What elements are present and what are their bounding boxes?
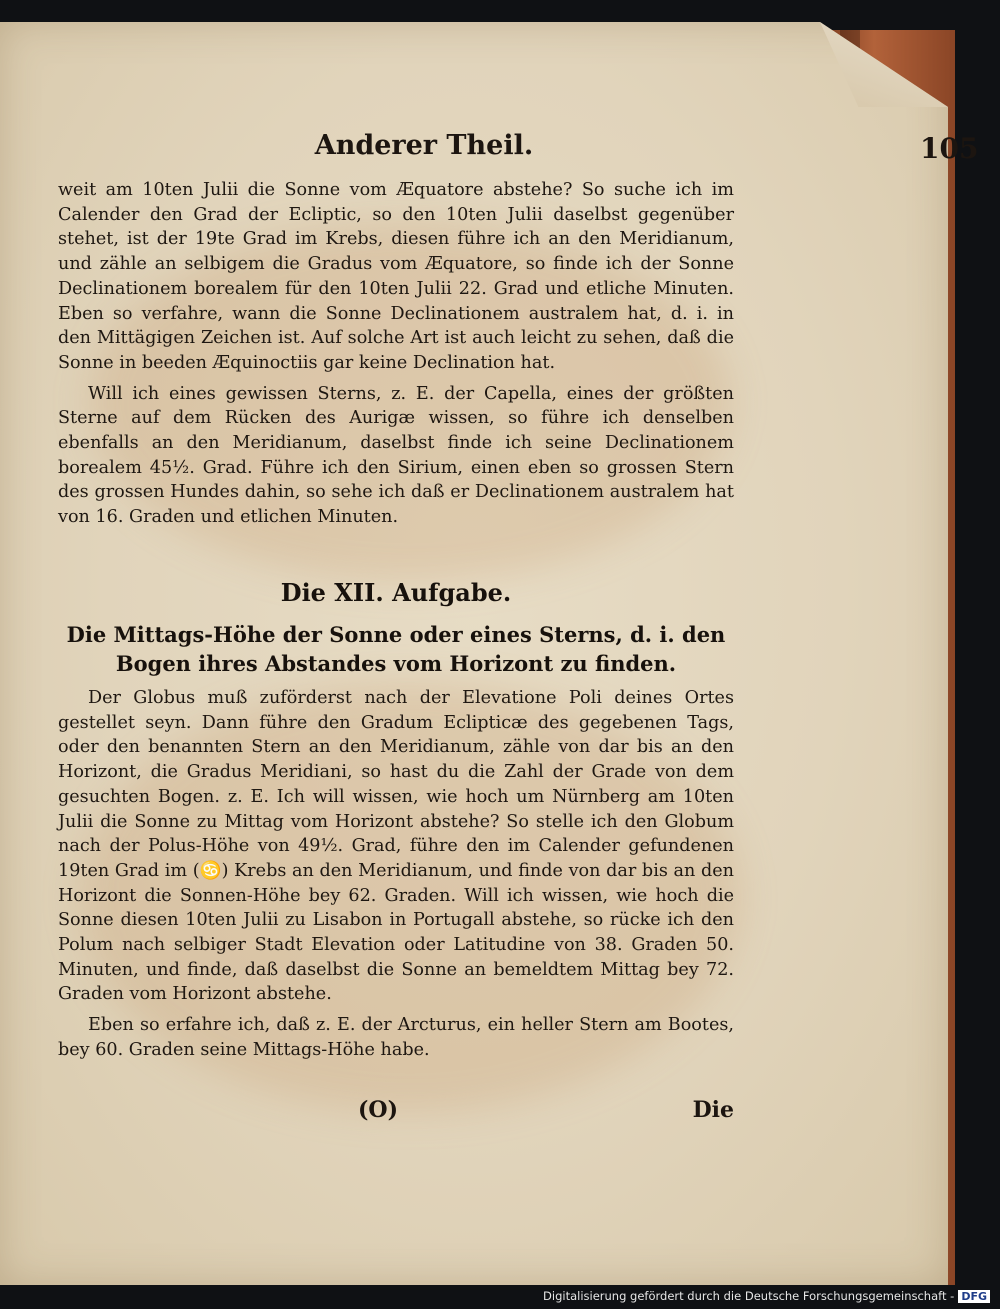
paragraph: Will ich eines gewissen Sterns, z. E. der Capella, eines der größten Sterne auf dem Rücken des Aurigæ wissen, so führe ich denselben ebenfalls an den Meridianum, daselbst finde ich seine Declinationem borealem 45½. Grad. Führe ich den Sirium, einen eben so grossen Stern des grossen Hundes dahin, so sehe ich daß er Declinationem australem hat von 16. Graden und etlichen Minuten.	[58, 383, 734, 528]
body-text-top	[58, 178, 734, 530]
running-title: Anderer Theil.	[314, 130, 534, 161]
page-number: 105	[920, 132, 979, 165]
paragraph: Der Globus muß zuförderst nach der Elevatione Poli deines Ortes gestellet seyn. Dann führe den Gradum Eclipticæ des gegebenen Tags, oder den benannten Stern an den Meridianum, zähle von dar bis an den Horizont, die Gradus Meridiani, so hast du die Zahl der Grade von dem gesuchten Bogen. z. E. Ich will wissen, wie hoch um Nürnberg am 10ten Julii die Sonne zu Mittag vom Horizont abstehe? So stelle ich den Globum nach der Polus-Höhe von 49½. Grad, führe den im Calender gefundenen 19ten Grad im (♋) Krebs an den Meridianum, und finde von dar bis an den Horizont die Sonnen-Höhe bey 62. Graden. Will ich wissen, wie hoch die Sonne diesen 10ten Julii zu Lisabon in Portugall abstehe, so rücke ich den Polum nach selbiger Stadt Elevation oder Latitudine von 38. Graden 50. Minuten, und finde, daß daselbst die Sonne an bemeldtem Mittag bey 72. Graden vom Horizont abstehe.	[58, 688, 734, 1005]
paragraph: Eben so erfahre ich, daß z. E. der Arcturus, ein heller Stern am Bootes, bey 60. Graden seine Mittags-Höhe habe.	[58, 1015, 734, 1060]
body-text-bottom	[58, 686, 734, 1063]
digitization-credit	[543, 1289, 990, 1303]
page-foot	[58, 1097, 734, 1129]
paragraph: weit am 10ten Julii die Sonne vom Æquatore abstehe? So suche ich im Calender den Grad der Ecliptic, so den 10ten Julii daselbst gegenüber stehet, ist der 19te Grad im Krebs, diesen führe ich an den Meridianum, und zähle an selbigem die Gradus vom Æquatore, so finde ich der Sonne Declinationem borealem für den 10ten Julii 22. Grad und etliche Minuten. Eben so verfahre, wann die Sonne Declinationem australem hat, d. i. in den Mittägigen Zeichen ist. Auf solche Art ist auch leicht zu sehen, daß die Sonne in beeden Æquinoctiis gar keine Declination hat.	[58, 180, 734, 373]
signature-mark: (O)	[358, 1097, 398, 1123]
dfg-logo: DFG	[958, 1290, 990, 1303]
running-head	[60, 130, 979, 170]
task-subheading: Die Mittags-Höhe der Sonne oder eines Sterns, d. i. den Bogen ihres Abstandes vom Horizont zu finden.	[66, 622, 726, 676]
catchword: Die	[692, 1097, 734, 1123]
credit-text: Digitalisierung gefördert durch die Deutsche Forschungsgemeinschaft -	[543, 1289, 955, 1303]
task-heading: Die XII. Aufgabe.	[280, 578, 512, 607]
